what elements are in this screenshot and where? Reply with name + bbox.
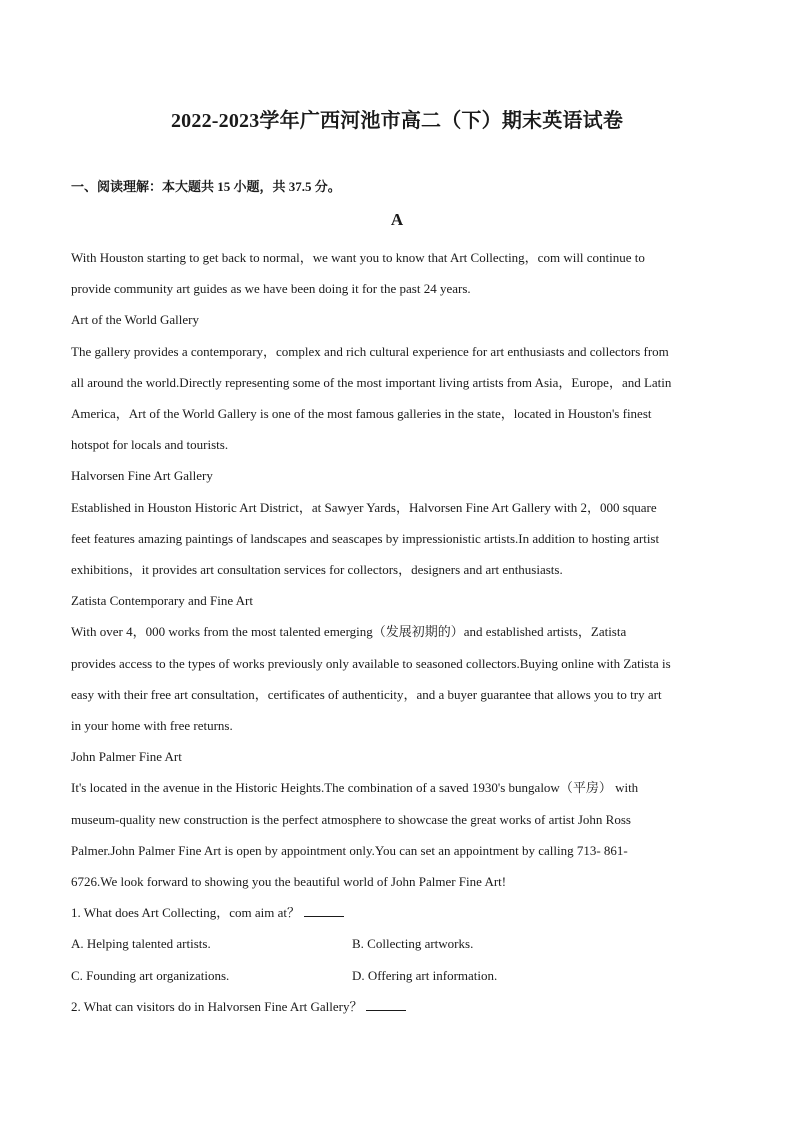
- question-stem: 1. What does Art Collecting，com aim at？: [71, 905, 301, 921]
- passage-label: A: [390, 210, 404, 229]
- option-b[interactable]: B. Collecting artworks.: [352, 936, 474, 952]
- gallery-description: [71, 772, 719, 897]
- option-a[interactable]: A. Helping talented artists.: [71, 936, 211, 952]
- text-line: feet features amazing paintings of landscapes and seascapes by impressionistic artists.In addition to hosting artist: [71, 530, 660, 546]
- gallery-name: John Palmer Fine Art: [71, 749, 182, 765]
- gallery-name: Halvorsen Fine Art Gallery: [71, 468, 213, 484]
- gallery-name: Art of the World Gallery: [71, 312, 199, 328]
- text-line: provide community art guides as we have been doing it for the past 24 years.: [71, 281, 471, 297]
- option-d[interactable]: D. Offering art information.: [352, 967, 498, 983]
- gallery-description: [71, 336, 719, 461]
- text-line: The gallery provides a contemporary，complex and rich cultural experience for art enthusiasts and collectors from: [71, 343, 669, 359]
- text-line: provides access to the types of works previously only available to seasoned collectors.Buying online with Zatista is: [71, 655, 671, 671]
- page-title: 2022-2023学年广西河池市高二（下）期末英语试卷: [170, 110, 624, 132]
- text-line: Established in Houston Historic Art District，at Sawyer Yards，Halvorsen Fine Art Gallery with 2，000 square: [71, 499, 657, 515]
- gallery-description: [71, 492, 719, 586]
- text-line: in your home with free returns.: [71, 718, 233, 734]
- question-stem: 2. What can visitors do in Halvorsen Fine Art Gallery？: [71, 998, 363, 1014]
- gallery-description: [71, 616, 719, 741]
- text-line: Palmer.John Palmer Fine Art is open by appointment only.You can set an appointment by calling 713- 861-: [71, 842, 628, 858]
- text-line: 6726.We look forward to showing you the beautiful world of John Palmer Fine Art!: [71, 874, 507, 890]
- intro-paragraph: [71, 242, 719, 304]
- text-line: America，Art of the World Gallery is one of the most famous galleries in the state，located in Houston's finest: [71, 406, 652, 422]
- gallery-name: Zatista Contemporary and Fine Art: [71, 593, 253, 609]
- question-1: [71, 897, 719, 928]
- options-row: [71, 960, 719, 991]
- options-row: [71, 928, 719, 959]
- passage-body: [71, 242, 719, 1022]
- answer-blank[interactable]: [304, 904, 344, 917]
- text-line: easy with their free art consultation，certificates of authenticity，and a buyer guarantee that allows you to try art: [71, 686, 662, 702]
- text-line: With Houston starting to get back to normal，we want you to know that Art Collecting，com will continue to: [71, 250, 645, 265]
- text-line: museum-quality new construction is the perfect atmosphere to showcase the great works of artist John Ross: [71, 811, 631, 827]
- answer-blank[interactable]: [366, 998, 406, 1011]
- question-2: [71, 991, 719, 1022]
- text-line: With over 4，000 works from the most talented emerging（发展初期的）and established artists，Zatista: [71, 624, 627, 640]
- text-line: hotspot for locals and tourists.: [71, 437, 229, 453]
- text-line: all around the world.Directly representing some of the most important living artists from Asia，Europe，and Latin: [71, 374, 672, 390]
- section-heading: 一、阅读理解：本大题共 15 小题，共 37.5 分。: [71, 179, 341, 194]
- option-c[interactable]: C. Founding art organizations.: [71, 967, 230, 983]
- text-line: exhibitions，it provides art consultation services for collectors，designers and art enthusiasts.: [71, 562, 563, 578]
- text-line: It's located in the avenue in the Historic Heights.The combination of a saved 1930's bungalow（平房） with: [71, 780, 639, 796]
